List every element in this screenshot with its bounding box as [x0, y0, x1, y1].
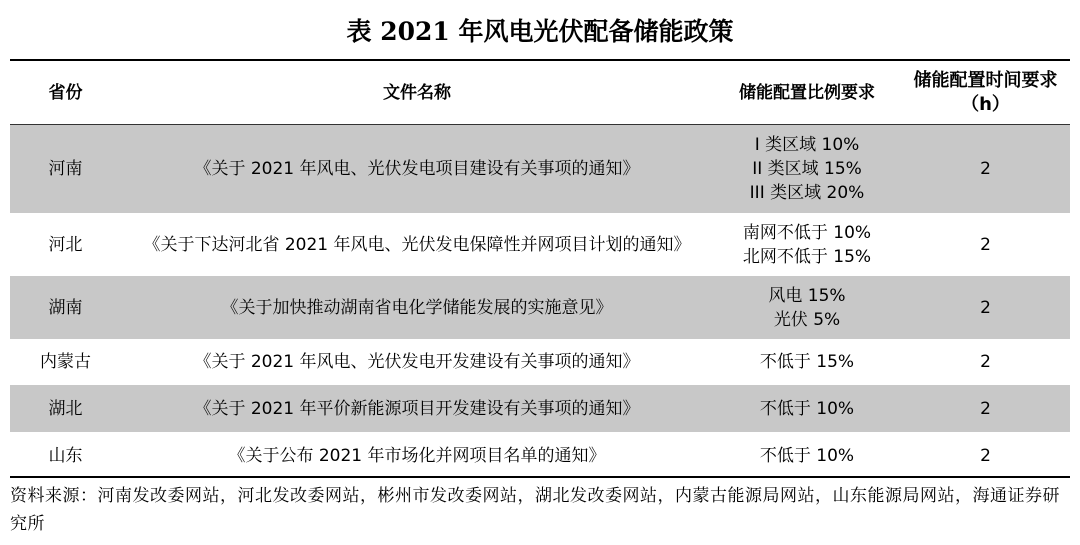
requirement-cell [713, 214, 901, 276]
requirement-line: I 类区域 10% [754, 135, 860, 155]
header-province: 省份 [10, 61, 121, 125]
requirement-line: 不低于 10% [759, 398, 855, 419]
province-cell: 山东 [10, 433, 121, 479]
header-row [10, 61, 1070, 125]
hours-cell: 2 [901, 340, 1070, 385]
table-row [10, 125, 1070, 214]
requirement-cell [713, 433, 901, 479]
table-row [10, 340, 1070, 385]
header-ratio-requirement: 储能配置比例要求 [713, 61, 901, 125]
province-cell: 湖南 [10, 276, 121, 340]
table-row [10, 214, 1070, 276]
province-cell: 河北 [10, 214, 121, 276]
hours-cell: 2 [901, 433, 1070, 479]
bottom-rule [10, 476, 1070, 478]
province-cell: 湖北 [10, 385, 121, 433]
file-name-cell: 《关于 2021 年风电、光伏发电开发建设有关事项的通知》 [121, 340, 713, 385]
file-name-cell: 《关于 2021 年平价新能源项目开发建设有关事项的通知》 [121, 385, 713, 433]
province-cell: 内蒙古 [10, 340, 121, 385]
hours-cell: 2 [901, 214, 1070, 276]
source-note: 资料来源：河南发改委网站，河北发改委网站，彬州市发改委网站，湖北发改委网站，内蒙古能源局网站，山东能源局网站，海通证券研究所 [10, 486, 1060, 534]
requirement-cell [713, 385, 901, 433]
requirement-cell [713, 276, 901, 340]
table-title: 表 2021 年风电光伏配备储能政策 [346, 17, 734, 46]
requirement-line: II 类区域 15% [752, 159, 862, 179]
file-name-cell: 《关于下达河北省 2021 年风电、光伏发电保障性并网项目计划的通知》 [121, 214, 713, 276]
requirement-line: 光伏 5% [773, 309, 841, 330]
header-file-name: 文件名称 [121, 61, 713, 125]
table-row [10, 276, 1070, 340]
hours-cell: 2 [901, 276, 1070, 340]
header-time-requirement: 储能配置时间要求（h） [901, 61, 1070, 125]
requirement-cell [713, 340, 901, 385]
requirement-cell [713, 125, 901, 214]
file-name-cell: 《关于公布 2021 年市场化并网项目名单的通知》 [121, 433, 713, 479]
hours-cell: 2 [901, 385, 1070, 433]
requirement-line: 风电 15% [768, 285, 846, 306]
requirement-line: 南网不低于 10% [742, 222, 872, 243]
table-row [10, 385, 1070, 433]
requirement-line: 不低于 10% [759, 445, 855, 466]
file-name-cell: 《关于加快推动湖南省电化学储能发展的实施意见》 [121, 276, 713, 340]
table-row [10, 433, 1070, 479]
hours-cell: 2 [901, 125, 1070, 214]
requirement-line: III 类区域 20% [749, 183, 865, 203]
province-cell: 河南 [10, 125, 121, 214]
file-name-cell: 《关于 2021 年风电、光伏发电项目建设有关事项的通知》 [121, 125, 713, 214]
requirement-line: 北网不低于 15% [742, 246, 872, 267]
policy-table [10, 61, 1070, 479]
requirement-line: 不低于 15% [759, 352, 855, 372]
